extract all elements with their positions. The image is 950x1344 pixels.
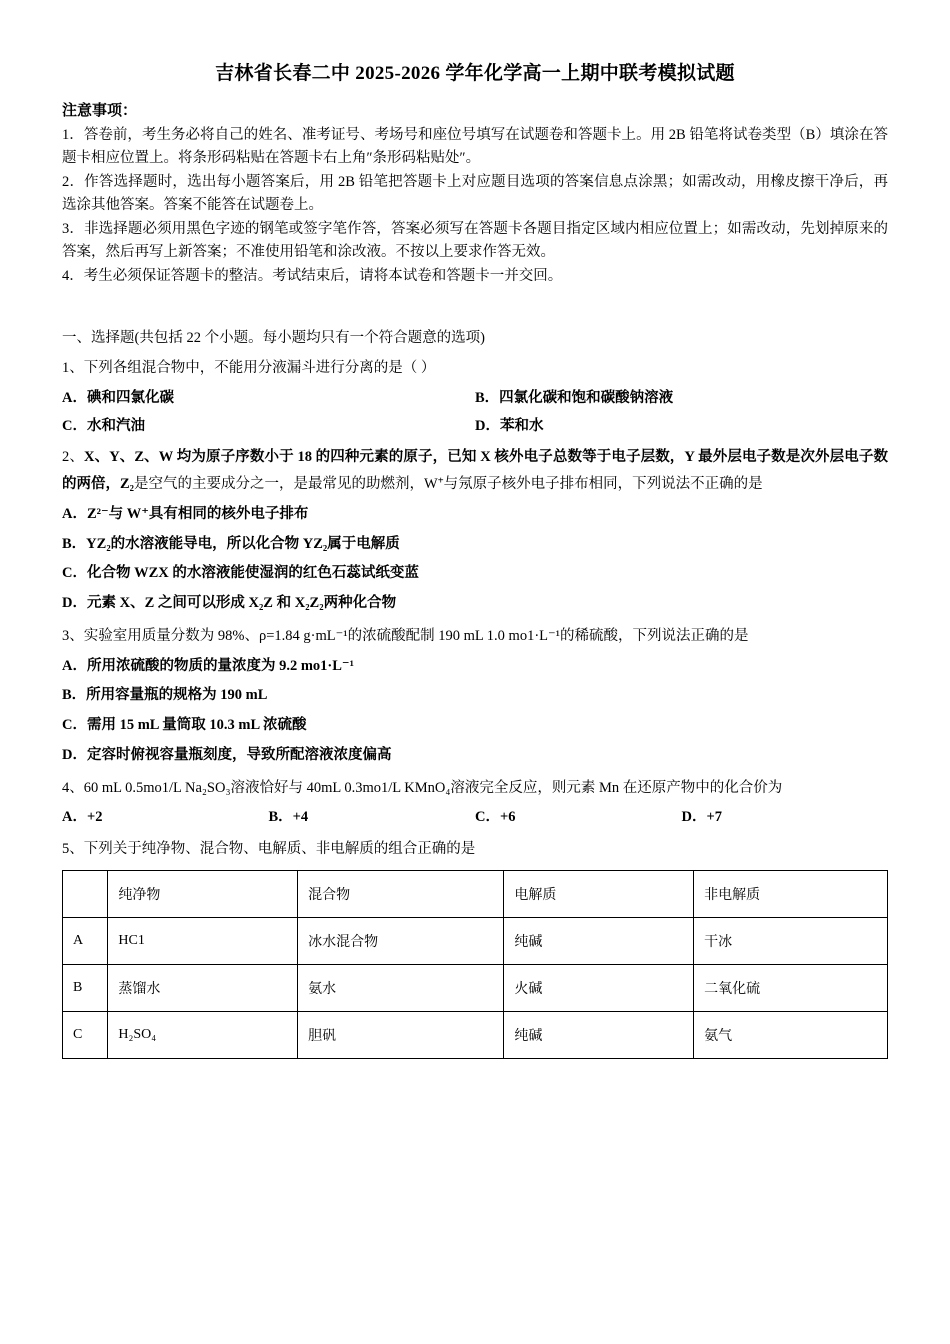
question-text-part-3: 与氖原子核外电子排布相同，下列说法不正确的是 xyxy=(443,476,763,493)
option-row xyxy=(62,803,888,831)
question-text: 实验室用质量分数为 98%、ρ=1.84 g·mL⁻¹的浓硫酸配制 190 mL 1.0 mo1·L⁻¹的稀硫酸，下列说法正确的是 xyxy=(83,627,749,644)
table-cell: 蒸馏水 xyxy=(108,965,298,1012)
question-5 xyxy=(62,836,888,1060)
option-a[interactable]: A．所用浓硫酸的物质的量浓度为 9.2 mo1·L⁻¹ xyxy=(62,657,354,674)
option-b[interactable]: B．所用容量瓶的规格为 190 mL xyxy=(62,687,268,704)
question-text-part-1: X、Y、Z、W 均为原子序数小于 18 的四种元素的原子，已知 X 核外电子总数等于电子层数，Y 最外层电子数是次外层电子数的两倍，Z xyxy=(62,449,888,493)
option-row xyxy=(62,384,888,412)
row-label: A xyxy=(63,918,108,965)
option-d[interactable]: D．苯和水 xyxy=(475,418,544,435)
question-number: 1、 xyxy=(62,360,84,377)
question-text: 60 mL 0.5mo1/L Na₂SO₃溶液恰好与 40mL 0.3mo1/L KMnO₄溶液完全反应，则元素 Mn 在还原产物中的化合价为 xyxy=(83,779,783,796)
question-text: 下列各组混合物中，不能用分液漏斗进行分离的是（ ） xyxy=(83,360,436,377)
note-item: 3．非选择题必须用黑色字迹的钢笔或签字笔作答，答案必须写在答题卡各题目指定区域内相应位置上；如需改动，先划掉原来的答案，然后再写上新答案；不准使用铅笔和涂改液。不按以上要求作答无效。 xyxy=(62,220,888,261)
option-c[interactable]: C．+6 xyxy=(475,809,516,826)
table-cell: 胆矾 xyxy=(298,1012,504,1059)
note-item: 4．考生必须保证答题卡的整洁。考试结束后，请将本试卷和答题卡一并交回。 xyxy=(62,267,563,284)
table-row xyxy=(63,965,888,1012)
option-c[interactable]: C．需用 15 mL 量筒取 10.3 mL 浓硫酸 xyxy=(62,717,307,734)
question-4 xyxy=(62,775,888,832)
option-a[interactable]: A．Z²⁻与 W⁺具有相同的核外电子排布 xyxy=(62,506,309,522)
option-c[interactable]: C．水和汽油 xyxy=(62,418,145,435)
row-label: C xyxy=(63,1012,108,1059)
question-1 xyxy=(62,355,888,440)
option-row xyxy=(62,412,888,440)
table-header-row xyxy=(63,871,888,918)
question-2 xyxy=(62,444,888,619)
question-3 xyxy=(62,623,888,771)
question-stem xyxy=(62,836,888,863)
table-cell: 纯碱 xyxy=(504,918,694,965)
notes-heading: 注意事项： xyxy=(62,103,138,119)
option-d[interactable]: D．定容时俯视容量瓶刻度，导致所配溶液浓度偏高 xyxy=(62,746,392,763)
table-cell: 二氧化硫 xyxy=(694,965,888,1012)
table-header-cell: 混合物 xyxy=(298,871,504,918)
table-header-cell: 纯净物 xyxy=(108,871,298,918)
question-text: 下列关于纯净物、混合物、电解质、非电解质的组合正确的是 xyxy=(83,840,476,857)
option-d[interactable]: D．元素 X、Z 之间可以形成 X₂Z 和 X₂Z₂两种化合物 xyxy=(62,595,397,612)
comparison-table xyxy=(62,870,888,1059)
table-cell: 氨气 xyxy=(694,1012,888,1059)
table-cell: 干冰 xyxy=(694,918,888,965)
question-stem: 2、X、Y、Z、W 均为原子序数小于 18 的四种元素的原子，已知 X 核外电子总数等于电子层数，Y 最外层电子数是次外层电子数的两倍，Z₂是空气的主要成分之一，是最常见的助燃剂，W+与氖原子核外电子排布相同，下列说法不正确的是 xyxy=(62,449,888,493)
question-number: 5、 xyxy=(62,840,84,857)
table-header-cell: 电解质 xyxy=(504,871,694,918)
question-stem xyxy=(62,775,888,802)
option-b[interactable]: B．四氯化碳和饱和碳酸钠溶液 xyxy=(475,389,674,406)
option-a[interactable]: A．碘和四氯化碳 xyxy=(62,389,174,406)
section-heading-choice: 一、选择题(共包括 22 个小题。每小题均只有一个符合题意的选项) xyxy=(62,330,485,347)
question-number: 4、 xyxy=(62,779,84,796)
row-label: B xyxy=(63,965,108,1012)
option-c[interactable]: C．化合物 WZX 的水溶液能使湿润的红色石蕊试纸变蓝 xyxy=(62,565,419,582)
table-header-cell: 非电解质 xyxy=(694,871,888,918)
option-a[interactable]: A．+2 xyxy=(62,809,103,826)
table-cell: 纯碱 xyxy=(504,1012,694,1059)
note-item: 1．答卷前，考生务必将自己的姓名、准考证号、考场号和座位号填写在试题卷和答题卡上。用 2B 铅笔将试卷类型（B）填涂在答题卡相应位置上。将条形码粘贴在答题卡右上角″条形码粘贴处″。 xyxy=(62,127,888,167)
page-title: 吉林省长春二中 2025-2026 学年化学高一上期中联考模拟试题 xyxy=(215,63,735,84)
table-cell: 火碱 xyxy=(504,965,694,1012)
question-stem xyxy=(62,623,888,650)
table-row xyxy=(63,1012,888,1059)
note-item: 2．作答选择题时，选出每小题答案后，用 2B 铅笔把答题卡上对应题目选项的答案信息点涂黑；如需改动，用橡皮擦干净后，再选涂其他答案。答案不能答在试题卷上。 xyxy=(62,173,888,214)
option-d[interactable]: D．+7 xyxy=(681,809,722,826)
table-cell: 冰水混合物 xyxy=(298,918,504,965)
table-row xyxy=(63,918,888,965)
table-header-cell xyxy=(63,871,108,918)
question-stem xyxy=(62,355,888,382)
table-cell: H₂SO₄ xyxy=(108,1012,298,1059)
question-number: 3、 xyxy=(62,627,84,644)
option-b[interactable]: B．YZ₂的水溶液能导电，所以化合物 YZ₂属于电解质 xyxy=(62,535,400,552)
question-number: 2、 xyxy=(62,449,84,466)
question-text-part-2: 是空气的主要成分之一，是最常见的助燃剂，W xyxy=(134,476,438,493)
notes-section xyxy=(62,99,888,288)
option-b[interactable]: B．+4 xyxy=(268,809,309,826)
table-cell: 氨水 xyxy=(298,965,504,1012)
table-cell: HC1 xyxy=(108,918,298,965)
